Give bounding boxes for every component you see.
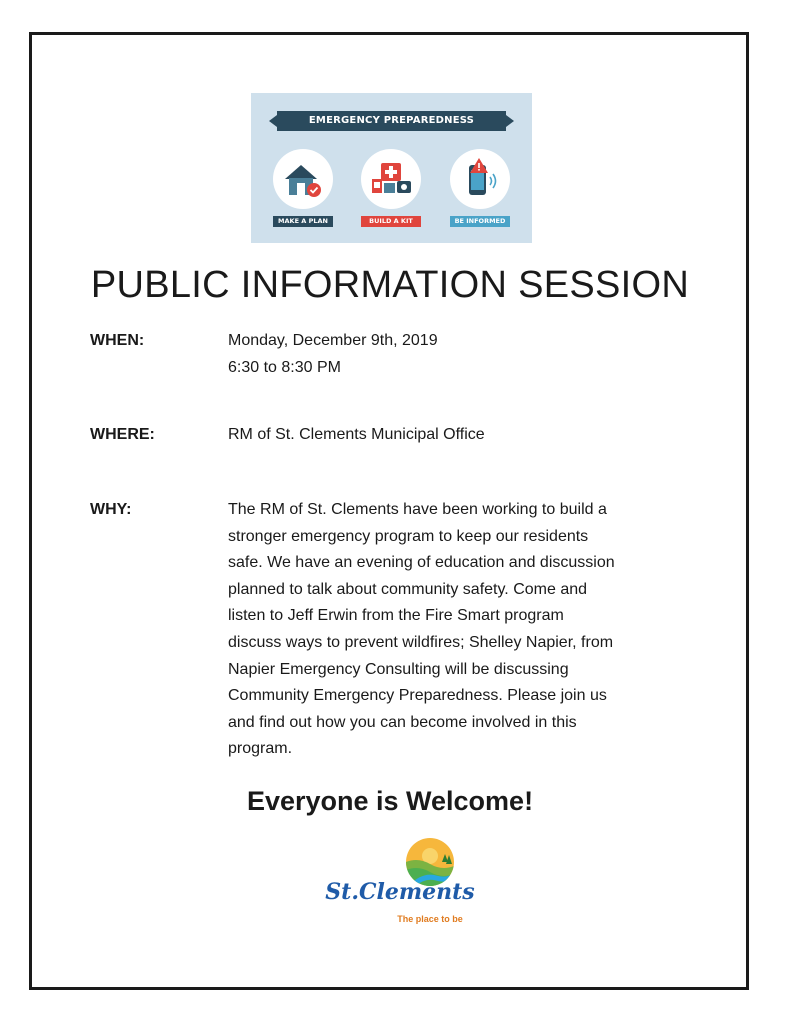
when-time: 6:30 to 8:30 PM (228, 359, 341, 376)
why-line: and find out how you can become involved in this (228, 713, 577, 731)
why-line: safe. We have an evening of education and discussion (228, 554, 615, 572)
why-line: Napier Emergency Consulting will be discussing (228, 660, 569, 678)
banner-ribbon: EMERGENCY PREPAREDNESS (277, 111, 506, 131)
why-line: program. (228, 740, 293, 758)
be-informed-label: BE INFORMED (450, 216, 510, 227)
why-label: WHY: (90, 501, 132, 518)
logo-wordmark: St.Clements (325, 879, 475, 905)
emergency-preparedness-banner (251, 93, 532, 243)
make-a-plan-label: MAKE A PLAN (273, 216, 333, 227)
when-date: Monday, December 9th, 2019 (228, 332, 438, 349)
why-line: discuss ways to prevent wildfires; Shelley Napier, from (228, 633, 614, 651)
why-line: The RM of St. Clements have been working to build a (228, 501, 607, 518)
logo-tagline: The place to be (397, 914, 463, 924)
welcome-heading: Everyone is Welcome! (246, 786, 534, 816)
why-line: listen to Jeff Erwin from the Fire Smart program (228, 607, 564, 625)
first-aid-kit-icon (361, 149, 421, 209)
page-title: PUBLIC INFORMATION SESSION (90, 264, 690, 306)
build-a-kit-label: BUILD A KIT (361, 216, 421, 227)
why-line: planned to talk about community safety. Come and (228, 580, 588, 598)
when-label: WHEN: (90, 332, 145, 349)
why-paragraph (228, 497, 700, 763)
why-line: Community Emergency Preparedness. Please join us (228, 687, 607, 705)
why-line: stronger emergency program to keep our residents (228, 527, 589, 545)
house-check-icon (273, 149, 333, 209)
where-place: RM of St. Clements Municipal Office (228, 426, 485, 443)
phone-alert-icon (450, 149, 510, 209)
where-label: WHERE: (90, 426, 155, 443)
